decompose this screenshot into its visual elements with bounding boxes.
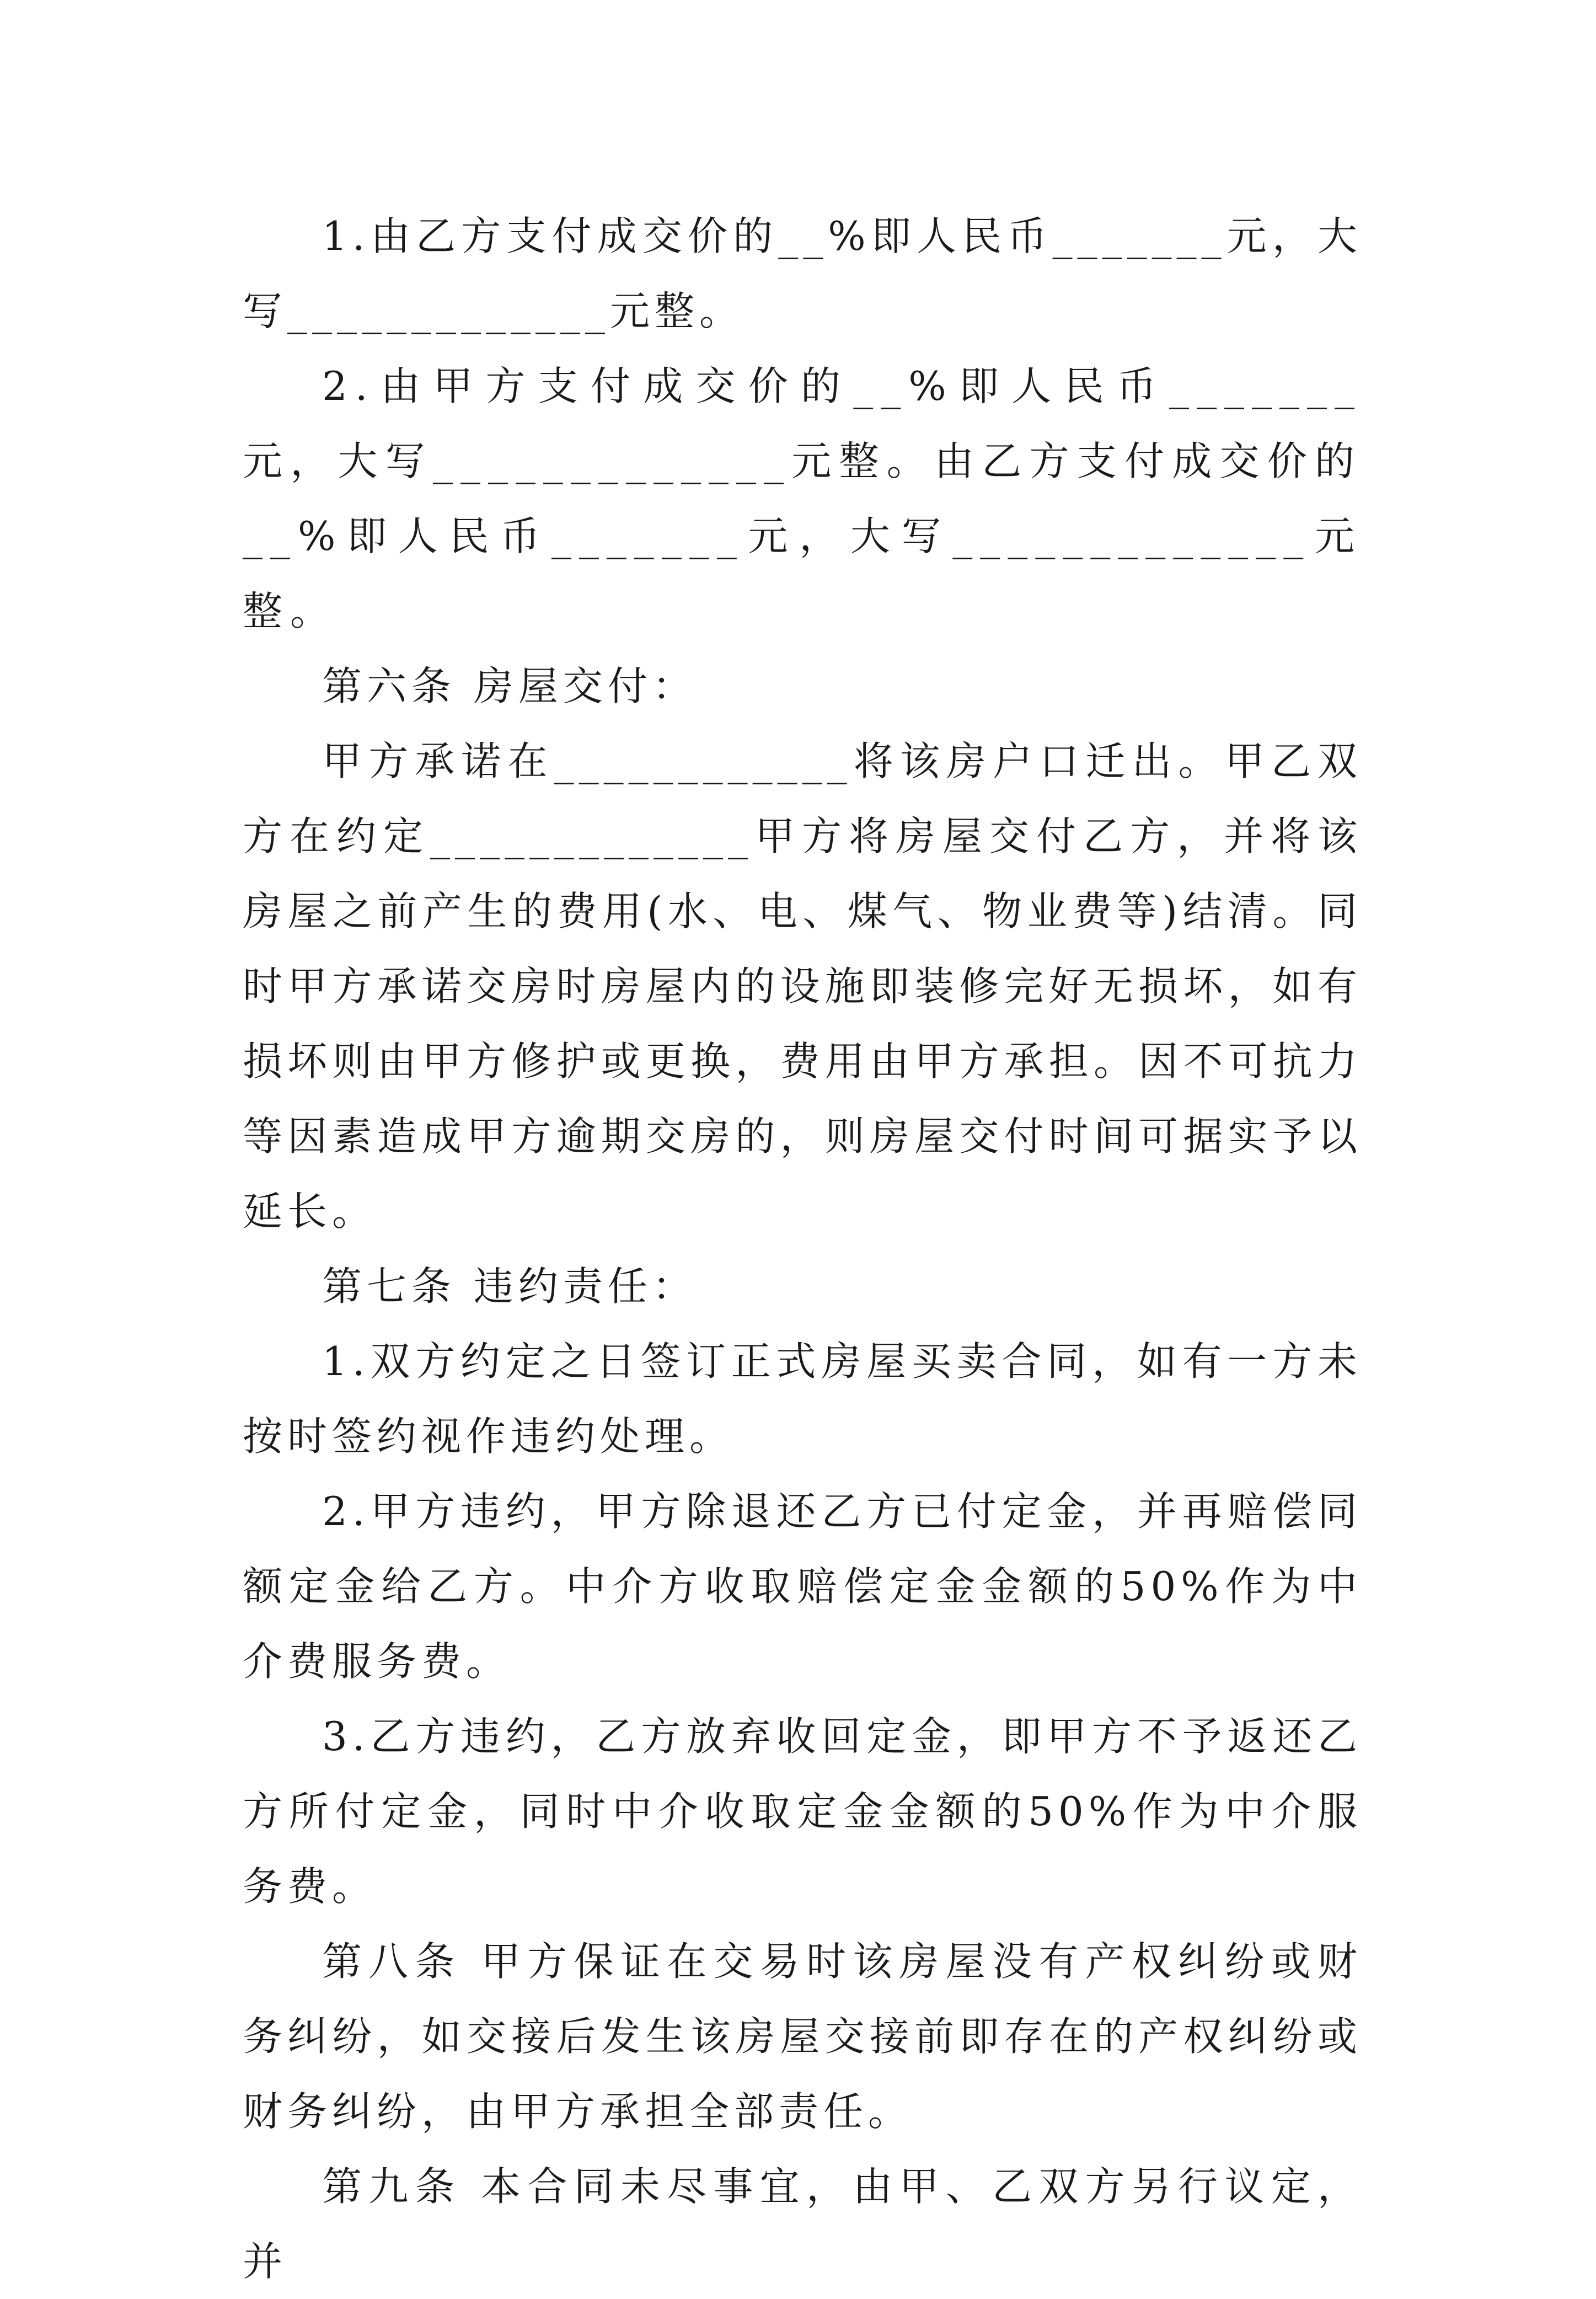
paragraph-payment-1: 1.由乙方支付成交价的__%即人民币_______元，大写_____________元整。 [243,213,1362,334]
heading-article-6: 第六条 房屋交付： [322,663,697,709]
paragraph-article-7-item-2: 2.甲方违约，甲方除退还乙方已付定金，并再赔偿同额定金给乙方。中介方收取赔偿定金金额的50%作为中介费服务费。 [243,1488,1362,1685]
paragraph-article-7-item-1: 1.双方约定之日签订正式房屋买卖合同，如有一方未按时签约视作违约处理。 [243,1338,1362,1459]
document-body [243,199,1362,2299]
paragraph-article-6-body: 甲方承诺在____________将该房户口迁出。甲乙双方在约定_____________甲方将房屋交付乙方，并将该房屋之前产生的费用(水、电、煤气、物业费等)结清。同时甲方承诺交房时房屋内的设施即装修完好无损坏，如有损坏则由甲方修护或更换，费用由甲方承担。因不可抗力等因素造成甲方逾期交房的，则房屋交付时间可据实予以延长。 [243,738,1362,1234]
paragraph-article-9: 第九条 本合同未尽事宜，由甲、乙双方另行议定，并 [243,2163,1362,2285]
heading-article-7: 第七条 违约责任： [322,1263,697,1309]
paragraph-article-8: 第八条 甲方保证在交易时该房屋没有产权纠纷或财务纠纷，如交接后发生该房屋交接前即存在的产权纠纷或财务纠纷，由甲方承担全部责任。 [243,1938,1362,2135]
paragraph-payment-2: 2.由甲方支付成交价的__%即人民币_______元，大写_____________元整。由乙方支付成交价的__%即人民币_______元，大写_____________元整。 [243,363,1362,634]
paragraph-article-7-item-3: 3.乙方违约，乙方放弃收回定金，即甲方不予返还乙方所付定金，同时中介收取定金金额的50%作为中介服务费。 [243,1713,1362,1910]
